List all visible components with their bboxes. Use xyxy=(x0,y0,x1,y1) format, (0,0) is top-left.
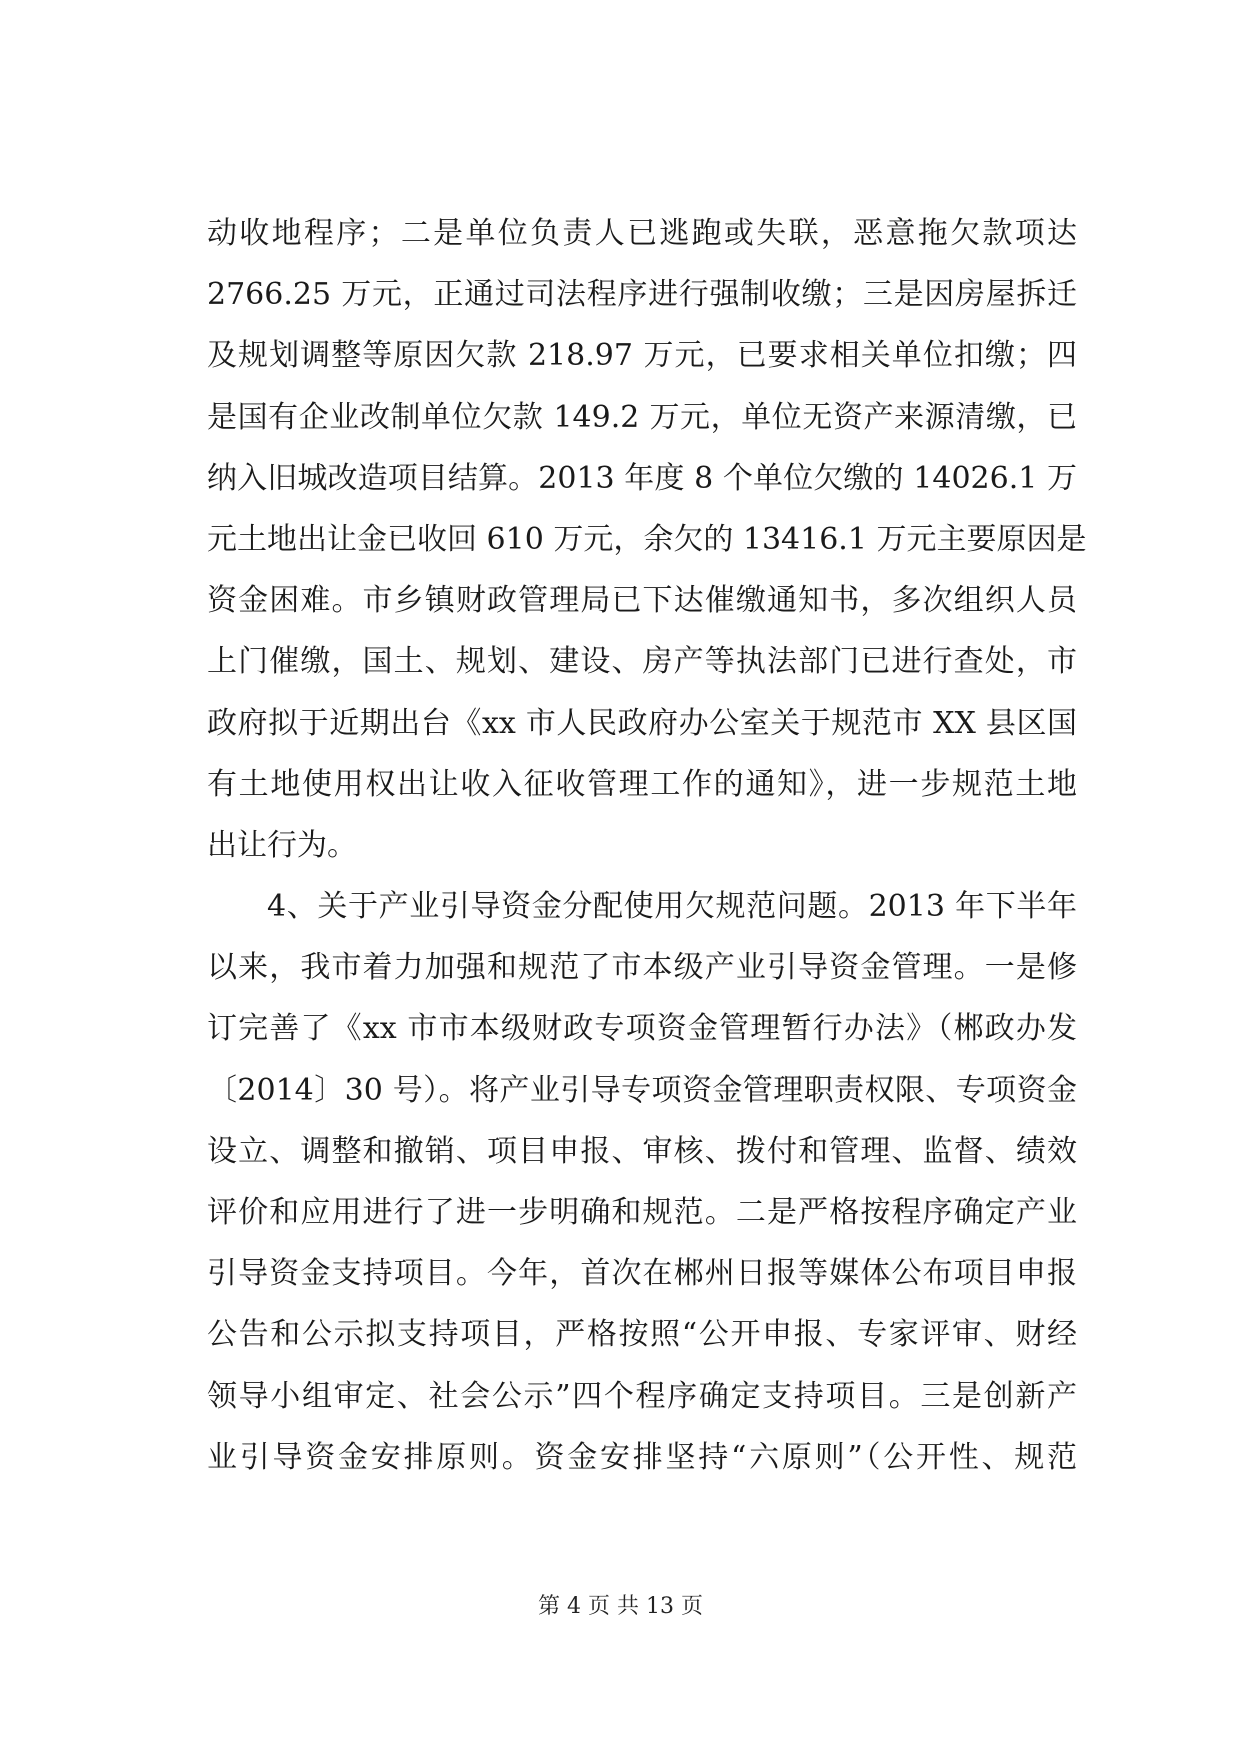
text-line: 公告和公示拟支持项目，严格按照“公开申报、专家评审、财经 xyxy=(207,1317,1077,1353)
text-line: 设立、调整和撤销、项目申报、审核、拨付和管理、监督、绩效 xyxy=(207,1133,1077,1169)
text-line: 出让行为。 xyxy=(207,827,357,863)
text-line: 领导小组审定、社会公示”四个程序确定支持项目。三是创新产 xyxy=(207,1378,1077,1414)
text-line: 2766.25 万元，正通过司法程序进行强制收缴；三是因房屋拆迁 xyxy=(207,277,1077,313)
body-text xyxy=(207,203,1087,1488)
text-line: 以来，我市着力加强和规范了市本级产业引导资金管理。一是修 xyxy=(207,950,1077,986)
text-line: 元土地出让金已收回 610 万元，余欠的 13416.1 万元主要原因是 xyxy=(207,521,1087,557)
text-line: 及规划调整等原因欠款 218.97 万元，已要求相关单位扣缴；四 xyxy=(207,338,1077,374)
text-line: 纳入旧城改造项目结算。2013 年度 8 个单位欠缴的 14026.1 万 xyxy=(207,460,1077,496)
text-line: 上门催缴，国土、规划、建设、房产等执法部门已进行查处，市 xyxy=(207,644,1077,680)
text-line: 引导资金支持项目。今年，首次在郴州日报等媒体公布项目申报 xyxy=(207,1256,1077,1292)
text-line: 资金困难。市乡镇财政管理局已下达催缴通知书，多次组织人员 xyxy=(207,583,1077,619)
paragraph-first-line: 4、关于产业引导资金分配使用欠规范问题。2013 年下半年 xyxy=(267,889,1077,925)
text-line: 订完善了《xx 市市本级财政专项资金管理暂行办法》（郴政办发 xyxy=(207,1011,1077,1047)
text-line: 动收地程序；二是单位负责人已逃跑或失联，恶意拖欠款项达 xyxy=(207,216,1077,251)
text-line: 评价和应用进行了进一步明确和规范。二是严格按程序确定产业 xyxy=(207,1195,1077,1230)
text-line: 政府拟于近期出台《xx 市人民政府办公室关于规范市 XX 县区国 xyxy=(207,705,1077,741)
text-line: 有土地使用权出让收入征收管理工作的通知》，进一步规范土地 xyxy=(207,766,1077,802)
page-number-footer: 第 4 页 共 13 页 xyxy=(538,1594,703,1619)
text-line: 〔2014〕30 号）。将产业引导专项资金管理职责权限、专项资金 xyxy=(207,1072,1077,1108)
text-line: 是国有企业改制单位欠款 149.2 万元，单位无资产来源清缴，已 xyxy=(207,399,1077,435)
text-line: 业引导资金安排原则。资金安排坚持“六原则”（公开性、规范 xyxy=(207,1439,1077,1475)
